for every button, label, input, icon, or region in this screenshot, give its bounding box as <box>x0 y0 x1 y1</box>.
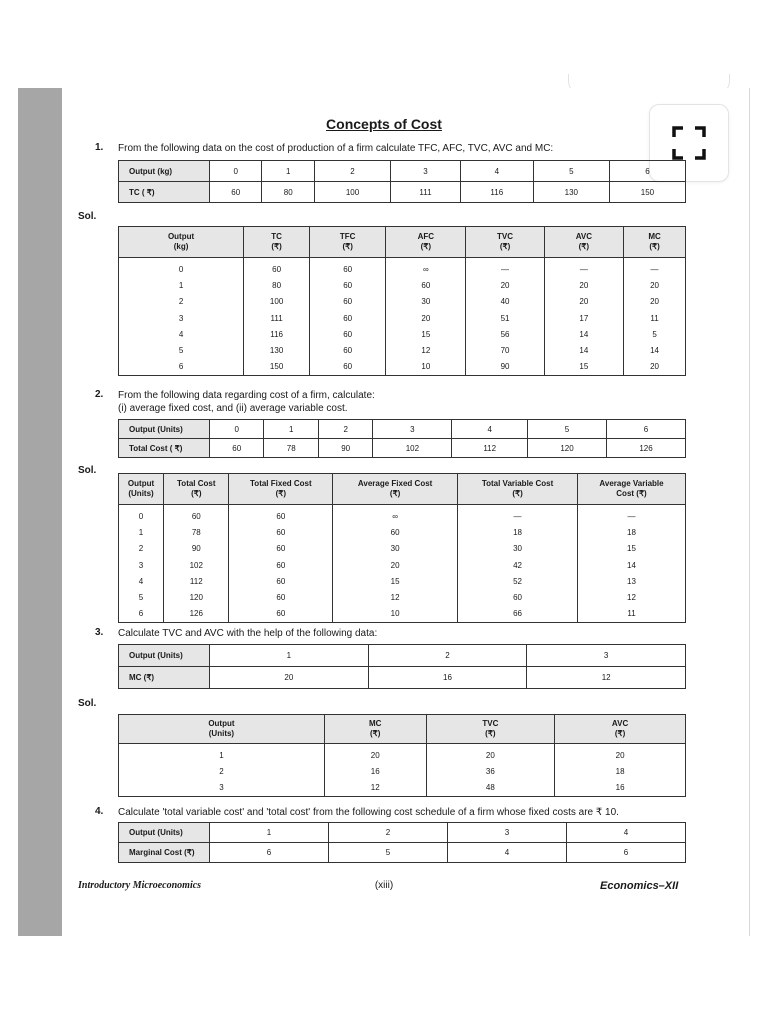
column-header: AVC (₹) <box>544 227 624 258</box>
column-header: TFC (₹) <box>310 227 386 258</box>
table-cell: 60 <box>229 541 333 557</box>
table-cell: — <box>624 258 686 278</box>
table-cell: 11 <box>578 606 686 623</box>
table-row <box>119 557 686 573</box>
table-cell: 11 <box>624 310 686 326</box>
table-cell: 20 <box>624 277 686 293</box>
solution-label: Sol. <box>78 698 97 709</box>
row-label: MC (₹) <box>119 667 210 689</box>
table-row <box>119 505 686 525</box>
table-cell: 15 <box>544 359 624 376</box>
table-row <box>119 843 686 863</box>
table-cell: 20 <box>624 359 686 376</box>
table-cell: 16 <box>324 763 426 779</box>
table-cell: 5 <box>119 342 244 358</box>
table-cell: 70 <box>466 342 544 358</box>
table-cell: 102 <box>373 439 452 458</box>
table-cell: 14 <box>624 342 686 358</box>
table-cell: 60 <box>310 359 386 376</box>
table-cell: 18 <box>458 524 578 540</box>
table-cell: 30 <box>386 294 466 310</box>
table-cell: 80 <box>244 277 310 293</box>
question-number: 2. <box>95 389 104 400</box>
table-cell: 2 <box>329 823 448 843</box>
table-cell: — <box>466 258 544 278</box>
table-row <box>119 573 686 589</box>
solution-table <box>118 714 686 797</box>
table-cell: 20 <box>426 744 555 764</box>
table-cell: 116 <box>244 326 310 342</box>
table-row <box>119 744 686 764</box>
table-row <box>119 326 686 342</box>
table-cell: 102 <box>164 557 229 573</box>
table-cell: 6 <box>210 843 329 863</box>
table-cell: 1 <box>119 744 325 764</box>
table-row <box>119 359 686 376</box>
table-cell: 1 <box>210 645 369 667</box>
question-table <box>118 160 686 203</box>
solution-label: Sol. <box>78 465 97 476</box>
table-cell: 3 <box>119 780 325 797</box>
table-cell: 2 <box>318 420 372 439</box>
table-cell: 60 <box>386 277 466 293</box>
table-cell: 20 <box>624 294 686 310</box>
table-cell: 60 <box>229 505 333 525</box>
table-cell: 1 <box>264 420 318 439</box>
table-cell: 130 <box>533 182 609 203</box>
table-cell: 6 <box>607 420 686 439</box>
table-row <box>119 541 686 557</box>
table-cell: 116 <box>460 182 533 203</box>
table-cell: 60 <box>164 505 229 525</box>
table-cell: 30 <box>333 541 458 557</box>
table-cell: 4 <box>119 326 244 342</box>
table-row <box>119 420 686 439</box>
solution-table <box>118 226 686 376</box>
table-row <box>119 780 686 797</box>
table-cell: 17 <box>544 310 624 326</box>
table-cell: 20 <box>210 667 369 689</box>
table-cell: 3 <box>119 310 244 326</box>
row-label: Marginal Cost (₹) <box>119 843 210 863</box>
question-number: 4. <box>95 806 104 817</box>
table-cell: 6 <box>567 843 686 863</box>
table-cell: 60 <box>229 606 333 623</box>
table-cell: 6 <box>119 359 244 376</box>
table-cell: — <box>578 505 686 525</box>
column-header: AVC (₹) <box>555 715 686 744</box>
question-text: Calculate 'total variable cost' and 'total cost' from the following cost schedule of a firm whose fixed costs are ₹ 10. <box>118 807 619 818</box>
table-cell: 20 <box>544 294 624 310</box>
row-label: Output (Units) <box>119 823 210 843</box>
table-row <box>119 258 686 278</box>
table-cell: 20 <box>333 557 458 573</box>
question-text: Calculate TVC and AVC with the help of the following data: <box>118 628 378 639</box>
solution-label: Sol. <box>78 211 97 222</box>
table-cell: 13 <box>578 573 686 589</box>
footer-book-title: Introductory Microeconomics <box>78 880 202 891</box>
table-cell: 2 <box>119 294 244 310</box>
table-cell: 60 <box>310 342 386 358</box>
table-cell: 3 <box>119 557 164 573</box>
table-cell: 78 <box>264 439 318 458</box>
table-cell: 0 <box>210 161 262 182</box>
table-cell: 14 <box>544 326 624 342</box>
table-cell: — <box>458 505 578 525</box>
table-cell: 80 <box>262 182 314 203</box>
table-cell: 16 <box>368 667 527 689</box>
table-cell: 3 <box>448 823 567 843</box>
table-cell: 5 <box>329 843 448 863</box>
table-cell: 90 <box>164 541 229 557</box>
table-cell: — <box>544 258 624 278</box>
table-cell: 2 <box>368 645 527 667</box>
column-header: TC (₹) <box>244 227 310 258</box>
table-cell: 48 <box>426 780 555 797</box>
table-cell: 2 <box>119 541 164 557</box>
table-cell: 12 <box>333 589 458 605</box>
column-header: MC (₹) <box>624 227 686 258</box>
table-cell: 12 <box>324 780 426 797</box>
table-cell: 130 <box>244 342 310 358</box>
table-cell: 112 <box>164 573 229 589</box>
table-cell: 51 <box>466 310 544 326</box>
table-row <box>119 823 686 843</box>
table-cell: 60 <box>310 310 386 326</box>
question-text: From the following data on the cost of production of a firm calculate TFC, AFC, TVC, AVC and MC: <box>118 143 554 154</box>
question-number: 3. <box>95 627 104 638</box>
table-row <box>119 439 686 458</box>
table-cell: 4 <box>452 420 528 439</box>
table-cell: 60 <box>229 524 333 540</box>
row-label: Output (Units) <box>119 645 210 667</box>
table-cell: 6 <box>609 161 685 182</box>
question-table <box>118 822 686 863</box>
header-row <box>119 474 686 505</box>
table-cell: 3 <box>373 420 452 439</box>
table-row <box>119 763 686 779</box>
table-cell: 112 <box>452 439 528 458</box>
table-cell: 12 <box>527 667 686 689</box>
table-cell: 52 <box>458 573 578 589</box>
table-cell: 20 <box>324 744 426 764</box>
table-cell: 15 <box>578 541 686 557</box>
question-text: From the following data regarding cost of a firm, calculate: (i) average fixed cost, and (ii) average variable cost. <box>118 390 375 414</box>
table-cell: 4 <box>119 573 164 589</box>
table-cell: 10 <box>386 359 466 376</box>
question-number: 1. <box>95 142 104 153</box>
table-cell: 60 <box>229 557 333 573</box>
column-header: Output (Units) <box>119 715 325 744</box>
table-cell: 20 <box>386 310 466 326</box>
table-cell: 18 <box>555 763 686 779</box>
table-cell: 5 <box>533 161 609 182</box>
table-cell: 3 <box>391 161 461 182</box>
page-edge <box>749 88 750 936</box>
table-cell: 16 <box>555 780 686 797</box>
column-header: Average Variable Cost (₹) <box>578 474 686 505</box>
column-header: Output (kg) <box>119 227 244 258</box>
table-cell: 2 <box>119 763 325 779</box>
table-row <box>119 182 686 203</box>
table-row <box>119 310 686 326</box>
page-title: Concepts of Cost <box>326 116 442 132</box>
table-cell: 5 <box>119 589 164 605</box>
table-cell: 60 <box>310 277 386 293</box>
table-cell: 0 <box>119 505 164 525</box>
table-cell: 3 <box>527 645 686 667</box>
question-table <box>118 419 686 458</box>
table-cell: 120 <box>528 439 607 458</box>
column-header: Average Fixed Cost (₹) <box>333 474 458 505</box>
table-cell: 0 <box>210 420 264 439</box>
table-cell: 4 <box>448 843 567 863</box>
table-cell: 6 <box>119 606 164 623</box>
question-table <box>118 644 686 689</box>
table-cell: 60 <box>229 589 333 605</box>
table-cell: 1 <box>119 524 164 540</box>
table-cell: 126 <box>607 439 686 458</box>
table-cell: 18 <box>578 524 686 540</box>
table-cell: 12 <box>386 342 466 358</box>
table-cell: 30 <box>458 541 578 557</box>
table-cell: 126 <box>164 606 229 623</box>
table-cell: 15 <box>386 326 466 342</box>
column-header: TVC (₹) <box>426 715 555 744</box>
header-row <box>119 715 686 744</box>
table-cell: 111 <box>244 310 310 326</box>
table-cell: 14 <box>544 342 624 358</box>
table-cell: 40 <box>466 294 544 310</box>
row-label: Output (kg) <box>119 161 210 182</box>
table-cell: 66 <box>458 606 578 623</box>
table-row <box>119 277 686 293</box>
solution-table <box>118 473 686 623</box>
row-label: TC ( ₹) <box>119 182 210 203</box>
table-cell: 150 <box>244 359 310 376</box>
column-header: Total Fixed Cost (₹) <box>229 474 333 505</box>
column-header: Total Variable Cost (₹) <box>458 474 578 505</box>
table-cell: 10 <box>333 606 458 623</box>
table-cell: 60 <box>310 258 386 278</box>
table-cell: 90 <box>318 439 372 458</box>
footer-subject: Economics–XII <box>600 880 679 892</box>
row-label: Output (Units) <box>119 420 210 439</box>
table-cell: 1 <box>119 277 244 293</box>
table-cell: 60 <box>210 182 262 203</box>
table-cell: 20 <box>466 277 544 293</box>
table-cell: 1 <box>210 823 329 843</box>
table-cell: 42 <box>458 557 578 573</box>
table-cell: 100 <box>244 294 310 310</box>
table-row <box>119 606 686 623</box>
table-cell: 0 <box>119 258 244 278</box>
table-cell: 60 <box>310 326 386 342</box>
table-row <box>119 524 686 540</box>
table-cell: 90 <box>466 359 544 376</box>
column-header: TVC (₹) <box>466 227 544 258</box>
table-cell: 120 <box>164 589 229 605</box>
table-cell: 12 <box>578 589 686 605</box>
table-cell: 150 <box>609 182 685 203</box>
table-cell: 78 <box>164 524 229 540</box>
table-cell: 2 <box>314 161 390 182</box>
table-cell: 60 <box>310 294 386 310</box>
table-cell: 1 <box>262 161 314 182</box>
table-cell: 4 <box>567 823 686 843</box>
table-row <box>119 342 686 358</box>
table-row <box>119 645 686 667</box>
page-number: (xiii) <box>374 880 394 891</box>
table-cell: 15 <box>333 573 458 589</box>
table-cell: 100 <box>314 182 390 203</box>
table-row <box>119 161 686 182</box>
table-cell: 60 <box>244 258 310 278</box>
table-cell: 4 <box>460 161 533 182</box>
table-cell: ∞ <box>333 505 458 525</box>
column-header: Total Cost (₹) <box>164 474 229 505</box>
page-margin-bar <box>18 88 62 936</box>
table-cell: 14 <box>578 557 686 573</box>
table-cell: 20 <box>544 277 624 293</box>
table-cell: 20 <box>555 744 686 764</box>
table-cell: 60 <box>229 573 333 589</box>
table-cell: 60 <box>458 589 578 605</box>
table-cell: 5 <box>528 420 607 439</box>
table-cell: 56 <box>466 326 544 342</box>
table-cell: 36 <box>426 763 555 779</box>
table-row <box>119 667 686 689</box>
table-cell: 60 <box>333 524 458 540</box>
header-row <box>119 227 686 258</box>
table-cell: 111 <box>391 182 461 203</box>
table-row <box>119 589 686 605</box>
table-row <box>119 294 686 310</box>
table-cell: 60 <box>210 439 264 458</box>
column-header: Output (Units) <box>119 474 164 505</box>
column-header: MC (₹) <box>324 715 426 744</box>
row-label: Total Cost ( ₹) <box>119 439 210 458</box>
table-cell: ∞ <box>386 258 466 278</box>
table-cell: 5 <box>624 326 686 342</box>
column-header: AFC (₹) <box>386 227 466 258</box>
